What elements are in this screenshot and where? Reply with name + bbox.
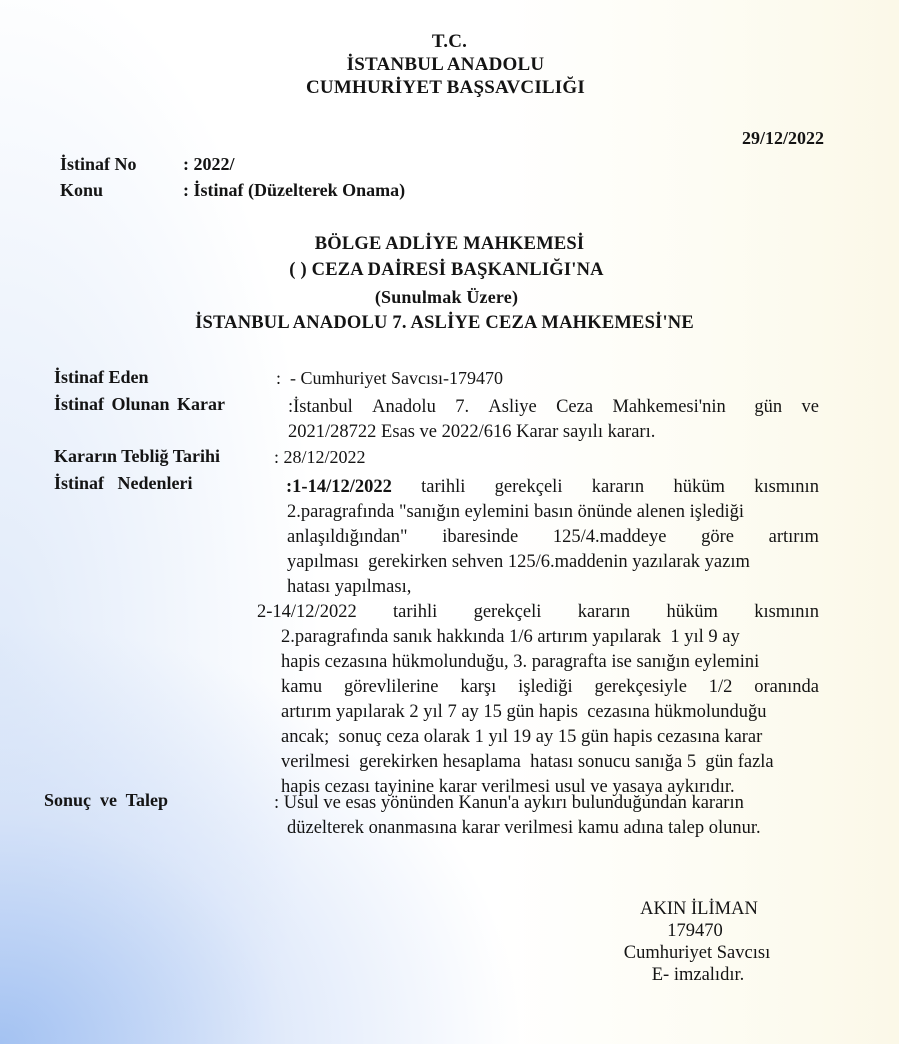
word: tarihli [421, 477, 466, 497]
reason-1-line-2: 2.paragrafında "sanığın eylemini basın önünde alenen işlediği [287, 502, 745, 522]
reason-2-line-1 [257, 600, 819, 625]
reason-1-line-5: hatası yapılması, [287, 577, 412, 597]
word: gün [745, 397, 783, 417]
word: hüküm [673, 477, 725, 497]
word: kısmının [754, 477, 819, 497]
reason-1-line-3 [287, 525, 819, 550]
word: Anadolu [372, 397, 436, 417]
word: karşı [460, 677, 497, 697]
istinaf-nedenleri-label: İstinaf Nedenleri [54, 473, 193, 493]
reason-2-line-5: artırım yapılarak 2 yıl 7 ay 15 gün hapis cezasına hükmolunduğu [281, 702, 767, 722]
word: :1-14/12/2022 [286, 477, 392, 497]
istinaf-olunan-karar-line-2: 2021/28722 Esas ve 2022/616 Karar sayılı kararı. [288, 422, 656, 442]
word: hüküm [666, 602, 718, 622]
konu-value: : İstinaf (Düzelterek Onama) [183, 180, 406, 200]
document-date: 29/12/2022 [741, 128, 824, 148]
word: göre [701, 527, 734, 547]
addressee-ceza-dairesi: ( ) CEZA DAİRESİ BAŞKANLIĞI'NA [289, 260, 604, 280]
header-tc: T.C. [431, 31, 468, 52]
istinaf-no-value: : 2022/ [183, 154, 235, 174]
word: artırım [768, 527, 819, 547]
word: görevlilerine [343, 677, 439, 697]
word: ve [801, 397, 819, 417]
reason-2-line-4 [281, 675, 819, 700]
signature-block [600, 898, 800, 986]
word: 1/2 [708, 677, 733, 697]
signer-number: 179470 [667, 921, 723, 941]
e-signature-note: E- imzalıdır. [651, 965, 745, 985]
sonuc-talep-label: Sonuç ve Talep [44, 790, 169, 810]
konu-label: Konu [60, 180, 104, 200]
istinaf-eden-label: İstinaf Eden [54, 367, 149, 387]
teblig-tarihi-label: Kararın Tebliğ Tarihi [54, 446, 221, 466]
header-istanbul-anadolu: İSTANBUL ANADOLU [346, 54, 545, 75]
word: kamu [281, 677, 323, 697]
istinaf-olunan-karar-line-1 [288, 395, 819, 420]
word: Asliye [488, 397, 537, 417]
header-bassavcilik: CUMHURİYET BAŞSAVCILIĞI [306, 77, 585, 98]
word: tarihli [393, 602, 438, 622]
istinaf-olunan-karar-label: İstinaf Olunan Karar [54, 394, 226, 414]
word: gerekçesiyle [594, 677, 687, 697]
istinaf-eden-value: - Cumhuriyet Savcısı-179470 [290, 368, 503, 388]
word: kararın [577, 602, 631, 622]
addressee-asliye-ceza: İSTANBUL ANADOLU 7. ASLİYE CEZA MAHKEMESİ'NE [195, 313, 694, 333]
word: kararın [591, 477, 645, 497]
word: gerekçeli [473, 602, 542, 622]
word: gerekçeli [494, 477, 563, 497]
word: 2-14/12/2022 [257, 602, 357, 622]
word: :İstanbul [288, 397, 353, 417]
teblig-tarihi-value: : 28/12/2022 [274, 447, 366, 467]
word: işlediği [518, 677, 573, 697]
word: ibaresinde [442, 527, 519, 547]
sonuc-talep-line-1: : Usul ve esas yönünden Kanun'a aykırı bulunduğundan kararın [274, 793, 744, 813]
istinaf-eden-colon: : [276, 368, 282, 388]
istinaf-no-label: İstinaf No [60, 154, 137, 174]
addressee-sunulmak-uzere: (Sunulmak Üzere) [374, 287, 519, 307]
reason-2-line-2: 2.paragrafında sanık hakkında 1/6 artırım yapılarak 1 yıl 9 ay [281, 627, 740, 647]
reason-2-line-3: hapis cezasına hükmolunduğu, 3. paragrafta ise sanığın eylemini [281, 652, 760, 672]
word: Ceza [556, 397, 594, 417]
reason-1-line-4: yapılması gerekirken sehven 125/6.maddenin yazılarak yazım [287, 552, 750, 572]
reason-1-line-1 [286, 475, 819, 500]
addressee-bolge-adliye: BÖLGE ADLİYE MAHKEMESİ [314, 234, 585, 254]
signer-title: Cumhuriyet Savcısı [623, 943, 771, 963]
word: kısmının [754, 602, 819, 622]
word: anlaşıldığından" [287, 527, 408, 547]
word: oranında [754, 677, 819, 697]
word: 7. [455, 397, 470, 417]
reason-2-line-8: hapis cezası tayinine karar verilmesi usul ve yasaya aykırıdır. [281, 777, 735, 797]
word: 125/4.maddeye [552, 527, 667, 547]
word: Mahkemesi'nin [612, 397, 726, 417]
signer-name: AKIN İLİMAN [640, 899, 758, 919]
reason-2-line-7: verilmesi gerekirken hesaplama hatası sonucu sanığa 5 gün fazla [281, 752, 774, 772]
sonuc-talep-line-2: düzelterek onanmasına karar verilmesi kamu adına talep olunur. [287, 818, 761, 838]
reason-2-line-6: ancak; sonuç ceza olarak 1 yıl 19 ay 15 gün hapis cezasına karar [281, 727, 763, 747]
